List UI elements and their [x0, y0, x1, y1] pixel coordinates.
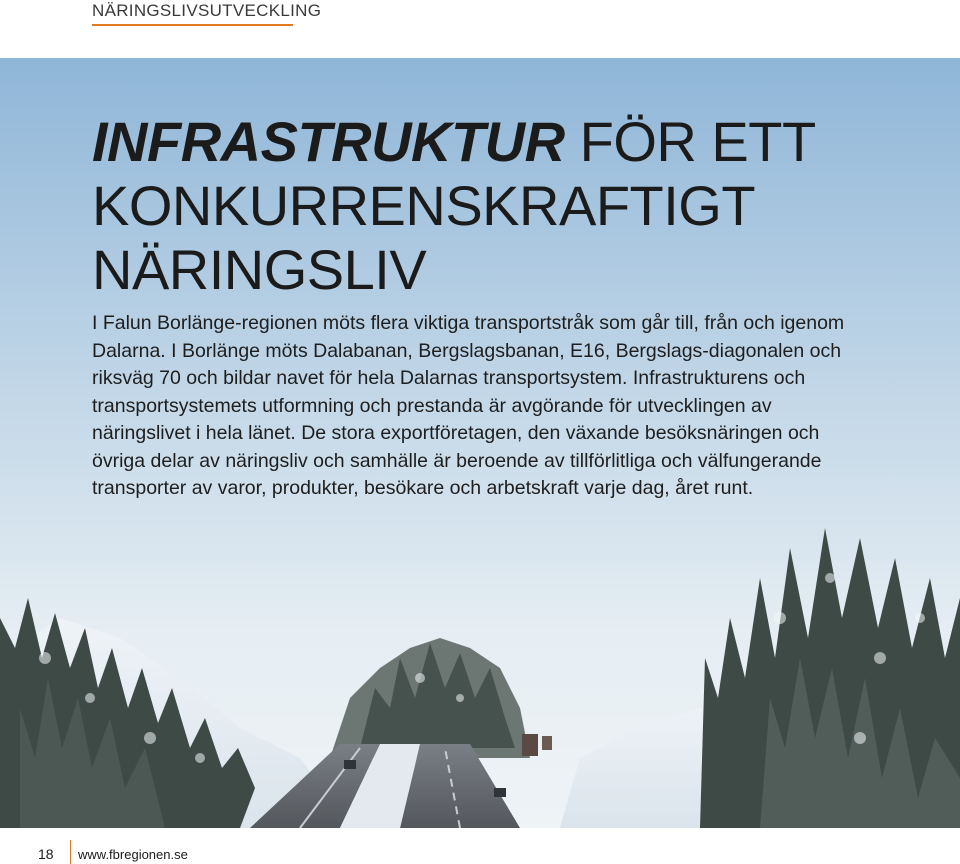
headline-line3: NÄRINGSLIV	[92, 238, 427, 301]
section-rule	[92, 24, 293, 26]
headline-emphasis: INFRASTRUKTUR	[92, 110, 565, 173]
headline-line2: KONKURRENSKRAFTIGT	[92, 174, 756, 237]
headline-line1-rest: FÖR ETT	[564, 110, 816, 173]
car-2	[494, 788, 506, 797]
footer-url[interactable]: www.fbregionen.se	[78, 847, 188, 862]
car-1	[344, 760, 356, 769]
truck-1	[522, 734, 538, 756]
section-label: NÄRINGSLIVSUTVECKLING	[92, 1, 322, 20]
headline	[92, 110, 912, 302]
page-number: 18	[38, 846, 54, 862]
body-paragraph: I Falun Borlänge-regionen möts flera viktiga transportstråk som går till, från och igenom Dalarna. I Borlänge möts Dalabanan, Bergslagsbanan, E16, Bergslags-diagonalen och riksväg 70 och bildar navet för hela Dalarnas transportsystem. Infrastrukturens och transportsystemets utformning och prestanda är avgörande för utvecklingen av näringslivet i hela länet. De stora exportföretagen, den växande besöksnäringen och övriga delar av näringsliv och samhälle är beroende av tillförlitliga och välfungerande transporter av varor, produkter, besökare och arbetskraft varje dag, året runt.	[92, 312, 845, 499]
footer-divider	[70, 840, 71, 864]
truck-2	[542, 736, 552, 750]
